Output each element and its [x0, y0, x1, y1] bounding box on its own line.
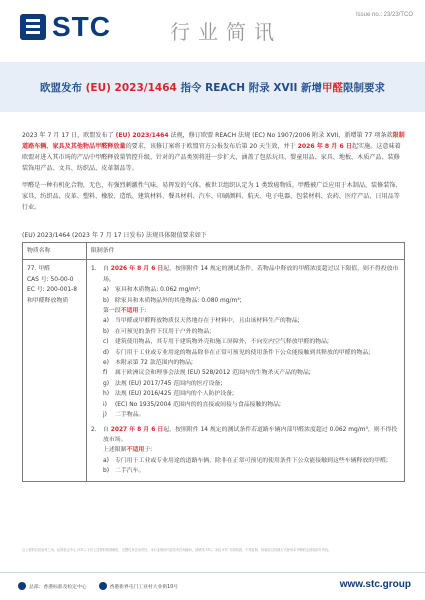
list-label: g) [103, 380, 110, 387]
list-label: a) [103, 318, 109, 325]
footer-item-hq [18, 582, 87, 590]
exemption-item [91, 410, 400, 420]
list-label: a) [103, 287, 109, 294]
title-middle: 指令 REACH 附录 XVII 新增 [176, 82, 323, 94]
page-footer [0, 572, 425, 600]
list-label: b) [103, 297, 110, 304]
issue-number: Issue no.: 23/23/TCO [355, 12, 413, 18]
intro-seg4: 起实施。这意味着欧盟对进入其市场的产品中甲醛释放量管控升级，针对的产品类别将进一步扩大，涵盖了包括玩具、婴童用品、家具、地板、木质产品、装修装饰用产品、文具、纺织品、皮革制品等。 [22, 143, 401, 172]
condition-lead: 自 [103, 266, 111, 273]
limit-item [91, 285, 400, 295]
header-conditions: 限制条件 [87, 243, 405, 260]
intro-seg1: 2023 年 7 月 17 日，欧盟发布了 [22, 132, 116, 139]
substance-name: 77. 甲醛 [27, 266, 51, 273]
list-text: 法规 (EU) 2016/425 范围内的个人防护设备; [115, 391, 235, 398]
substance-ec: EC 号: 200-001-8 [27, 287, 77, 294]
header-substance: 物质名称 [23, 243, 87, 260]
condition-date: 2026 年 8 月 6 日 [110, 266, 164, 273]
list-text: 在可预见的条件下仅用于户外的物品; [115, 328, 212, 335]
list-text: 建筑使用物品，其专用于建筑物外壳和施工屏障外，不向室内空气释放甲醛的物品; [115, 339, 330, 346]
exempt-lead: 第一段 [103, 308, 121, 315]
list-text: 家具和木质物品: 0.062 mg/m³; [115, 287, 201, 294]
list-label: h) [103, 391, 110, 398]
list-label: b) [103, 328, 110, 335]
list-text: 二手汽车。 [115, 468, 145, 475]
list-text: 属于欧洲议会和理事会法规 (EU) 528/2012 范围内的生物杀灭产品的物品; [115, 370, 311, 377]
article-title [0, 80, 425, 95]
list-label: b) [103, 468, 110, 475]
building-icon [18, 582, 26, 590]
title-prefix: 欧盟发布 [39, 82, 86, 94]
intro-regulation-ref: (EU) 2023/1464 [115, 132, 169, 139]
exempt-word: 不适用 [126, 447, 145, 454]
title-highlight: 甲醛 [322, 82, 344, 94]
exemption-item [91, 379, 400, 389]
intro-seg3: 的要求，该修订案将于欧盟官方公报发布后第 20 天生效，并于 [125, 143, 298, 150]
list-label: f) [103, 370, 108, 377]
conditions-cell [87, 260, 405, 481]
condition-text [103, 425, 400, 446]
title-banner [0, 62, 425, 112]
table-row [23, 260, 405, 481]
disclaimer-text: 以上资料仅供参考之用。标准检定中心 (STC) 不对上述资料的准确性、完整性负任何责任。本行业简讯内容若有任何疑问，请联络 STC。未经 STC 书面同意，不得复制、转载或以其他方式使用本刊物的全部或部分内容。 [22, 548, 332, 552]
newsletter-title: 行业简讯 [170, 20, 282, 44]
exempt-word: 不适用 [120, 308, 139, 315]
substance-cas: CAS 号: 50-00-0 [27, 276, 74, 283]
exemption-item [91, 358, 400, 368]
condition-body: 起，按照附件 14 规定的测试条件若道路车辆内部甲醛浓度超过 0.062 mg/m³，则不得投放市场。 [103, 426, 398, 443]
limit-item [91, 296, 400, 306]
exemption-item [91, 400, 400, 410]
exemption-intro [91, 306, 400, 316]
footer-address-text: 香港新界屯门工业村大业街10号 [109, 584, 179, 590]
condition-item-1 [91, 264, 400, 285]
location-icon [99, 582, 107, 590]
formaldehyde-paragraph: 甲醛是一种有机化合物，无色，有强烈刺激性气味，易挥发的气体。被世卫组织认定为 1 类致癌物质。甲醛被广泛应用于木制品、装修装饰、家具、纺织品、皮革、塑料、橡胶、造纸、建筑材料、餐具材料、汽车、印刷颜料、航天、电子电器、包装材料、农药、医疗产品、日用品等行业。 [22, 182, 402, 211]
condition-text [103, 264, 400, 285]
intro-seg2: 法规，修订欧盟 REACH 法规 (EC) No 1907/2006 附录 XVII，新增第 77 项条款 [168, 132, 393, 139]
list-text: 法规 (EU) 2017/745 范围内的医疗设备; [115, 380, 223, 387]
table-caption: (EU) 2023/1464 (2023 年 7 月 17 日发布) 法规具体限值要求如下 [22, 232, 207, 239]
limit-requirements-table [22, 242, 405, 482]
page-header [0, 0, 425, 56]
title-suffix: 限制要求 [343, 82, 386, 94]
logo-text: STC [52, 11, 111, 42]
substance-releasers: 和甲醛释放物质 [27, 297, 69, 304]
exempt-lead: 上述限制 [103, 447, 127, 454]
exempt-tail: 于: [144, 447, 153, 454]
stc-logo [20, 11, 111, 42]
intro-highlight: 限制道路车辆、家具及其他物品甲醛释放量 [22, 132, 405, 150]
condition-item-2 [91, 425, 400, 446]
list-label: a) [103, 457, 109, 464]
exemption-item [91, 389, 400, 399]
substance-cell [23, 260, 87, 481]
exempt-tail: 于: [138, 308, 147, 315]
exemption-item [91, 348, 400, 358]
list-label: i) [103, 401, 107, 408]
exemption-item [91, 466, 400, 476]
footer-hq-text: 总部：香港标准及检定中心 [29, 584, 87, 590]
list-text: 当甲醛或甲醛释放物质仅天然地存在于材料中，且由该材料生产的物品; [115, 318, 300, 325]
exemption-item [91, 316, 400, 326]
condition-number: 2. [91, 426, 97, 433]
condition-body: 起，按照附件 14 规定的测试条件，若物品中释放的甲醛浓度超过以下限值，则不得投放市场。 [103, 266, 399, 283]
condition-number: 1. [91, 266, 97, 273]
list-label: j) [103, 412, 107, 419]
list-text: (EC) No 1935/2004 范围内的的直接或间接与食品接触的物品; [115, 401, 282, 408]
list-text: 除家具和木质物品外的其他物品: 0.080 mg/m³; [115, 297, 242, 304]
list-text: 本附录第 72 款范围内的物品; [115, 360, 194, 367]
intro-effective-date: 2026 年 8 月 6 日 [297, 143, 352, 150]
intro-paragraph [22, 130, 405, 174]
condition-date: 2027 年 8 月 6 日 [110, 426, 164, 433]
list-text: 专门用于工业或专业用途的道路车辆，除非在正常可预见的使用条件下公众能接触到这些车辆释放的甲醛; [115, 457, 388, 464]
exemption-item [91, 337, 400, 347]
condition-lead: 自 [103, 426, 111, 433]
exemption-item [91, 327, 400, 337]
list-text: 专门用于工业或专业用途的物品除非在正常可预见的使用条件下公众能接触到其释放的甲醛的物品; [115, 349, 371, 356]
footer-contacts [18, 582, 190, 590]
list-label: c) [103, 339, 109, 346]
footer-item-address [99, 582, 178, 590]
stc-logo-icon [20, 14, 46, 40]
title-regulation-ref: (EU) 2023/1464 [85, 82, 177, 94]
list-label: d) [103, 349, 110, 356]
website-link[interactable]: www.stc.group [339, 579, 411, 590]
list-text: 二手物品。 [115, 412, 145, 419]
table-header-row [23, 243, 405, 260]
exemption-item [91, 368, 400, 378]
exemption-item [91, 456, 400, 466]
exemption-intro [91, 445, 400, 455]
list-label: e) [103, 360, 109, 367]
